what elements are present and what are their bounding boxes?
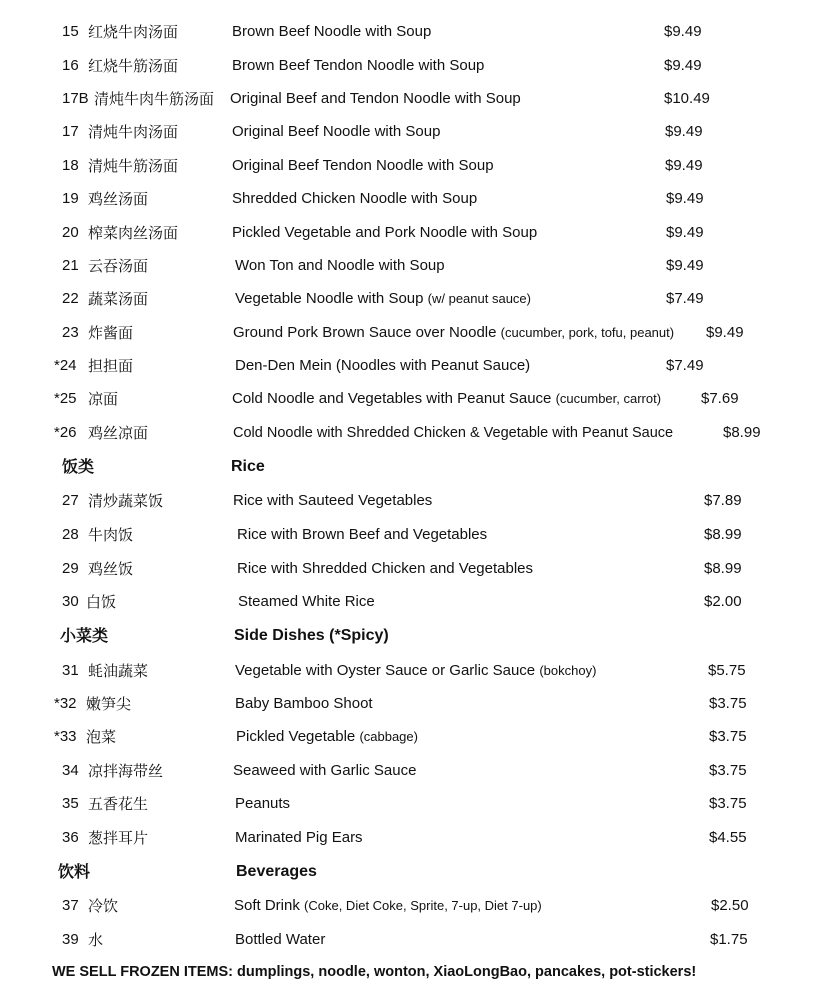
item-number: 29 [62,560,79,577]
item-name-chinese: 白饭 [86,593,117,611]
menu-row [0,590,830,614]
item-name-english: Marinated Pig Ears [235,829,363,846]
menu-row [0,692,830,716]
item-price: $8.99 [704,526,742,543]
menu-row [0,54,830,78]
item-name-chinese: 泡菜 [86,728,117,746]
item-name-english: Cold Noodle with Shredded Chicken & Vegetable with Peanut Sauce [233,425,674,441]
item-name-english: Brown Beef Tendon Noodle with Soup [232,57,485,74]
item-name-chinese: 清炖牛肉汤面 [88,123,179,141]
item-name-english: Original Beef Tendon Noodle with Soup [232,157,494,174]
item-name-chinese: 鸡丝汤面 [88,190,149,208]
item-note: (w/ peanut sauce) [427,291,531,306]
item-name-chinese: 担担面 [88,357,134,375]
section-header-side-dishes [0,624,830,648]
menu-row [0,826,830,850]
item-number: 19 [62,190,79,207]
menu-row [0,894,830,918]
item-name-chinese: 鸡丝饭 [88,560,134,578]
item-number: 34 [62,762,79,779]
section-title-chinese: 饮料 [58,862,91,881]
item-name-chinese: 云吞汤面 [88,257,149,275]
item-name-english [234,894,542,918]
menu-row [0,759,830,783]
item-name-chinese: 蔬菜汤面 [88,290,149,308]
item-name-chinese: 红烧牛筋汤面 [88,57,179,75]
item-price: $3.75 [709,728,747,745]
section-title-english: Side Dishes (*Spicy) [234,627,389,644]
item-name-english: Baby Bamboo Shoot [235,695,373,712]
item-price: $2.00 [704,593,742,610]
item-name-chinese: 清炖牛肉牛筋汤面 [94,90,215,108]
item-number: 17B [62,90,89,107]
item-number: 20 [62,224,79,241]
item-price: $7.49 [666,357,704,374]
item-name-english: Pickled Vegetable and Pork Noodle with Soup [232,224,538,241]
menu-row [0,120,830,144]
item-name-english: Rice with Sauteed Vegetables [233,492,433,509]
item-number: 18 [62,157,79,174]
item-name-text: Vegetable Noodle with Soup [235,290,424,307]
item-name-chinese: 嫩笋尖 [86,695,132,713]
item-number: 17 [62,123,79,140]
menu-row [0,20,830,44]
item-price: $8.99 [704,560,742,577]
item-price: $9.49 [706,324,744,341]
item-name-english [236,725,418,749]
item-price: $9.49 [666,190,704,207]
menu-row [0,557,830,581]
item-price: $7.49 [666,290,704,307]
item-price: $1.75 [710,931,748,948]
item-name-text: Vegetable with Oyster Sauce or Garlic Sauce [235,662,536,679]
item-name-english [232,387,661,411]
item-number: 35 [62,795,79,812]
menu-row [0,321,830,345]
item-name-english [235,659,596,683]
item-name-english: Original Beef and Tendon Noodle with Soup [230,90,521,107]
item-name-chinese: 炸酱面 [88,324,134,342]
item-price: $3.75 [709,762,747,779]
item-price: $10.49 [664,90,710,107]
item-price: $9.49 [665,123,703,140]
item-name-english: Peanuts [235,795,291,812]
item-number: *26 [54,424,77,441]
item-name-chinese: 五香花生 [88,795,149,813]
section-title-chinese: 小菜类 [60,626,109,645]
item-price: $7.89 [704,492,742,509]
item-name-english: Brown Beef Noodle with Soup [232,23,432,40]
item-number: 30 [62,593,79,610]
item-name-english [233,321,674,345]
item-name-chinese: 牛肉饭 [88,526,134,544]
item-note: (cucumber, carrot) [555,391,662,406]
item-name-english: Bottled Water [235,931,326,948]
menu-row [0,254,830,278]
item-name-chinese: 清炒蔬菜饭 [88,492,164,510]
item-name-english: Shredded Chicken Noodle with Soup [232,190,478,207]
item-price: $9.49 [666,257,704,274]
item-name-chinese: 凉拌海带丝 [88,762,164,780]
menu-row [0,387,830,411]
menu-row [0,87,830,111]
item-price: $4.55 [709,829,747,846]
section-title-chinese: 饭类 [62,457,95,476]
item-number: 15 [62,23,79,40]
section-header-rice [0,455,830,479]
menu-row [0,928,830,952]
item-name-english: Original Beef Noodle with Soup [232,123,441,140]
frozen-items-notice: WE SELL FROZEN ITEMS: dumplings, noodle, wonton, XiaoLongBao, pancakes, pot-stickers! [52,964,697,980]
item-price: $9.49 [664,23,702,40]
item-note: (cabbage) [359,729,418,744]
menu-row [0,725,830,749]
menu-row [0,523,830,547]
item-price: $9.49 [665,157,703,174]
item-name-text: Ground Pork Brown Sauce over Noodle [233,324,497,341]
item-name-text: Pickled Vegetable [236,728,356,745]
menu-row [0,354,830,378]
menu-row [0,489,830,513]
item-note: (cucumber, pork, tofu, peanut) [500,325,675,340]
item-price: $9.49 [664,57,702,74]
section-title-english: Beverages [236,863,317,880]
item-name-chinese: 蚝油蔬菜 [88,662,149,680]
item-number: 39 [62,931,79,948]
menu-row [0,792,830,816]
item-price: $7.69 [701,390,739,407]
item-price: $3.75 [709,795,747,812]
item-number: 21 [62,257,79,274]
item-number: 36 [62,829,79,846]
item-name-english: Seaweed with Garlic Sauce [233,762,417,779]
item-name-english: Den-Den Mein (Noodles with Peanut Sauce) [235,357,531,374]
item-name-text: Cold Noodle and Vegetables with Peanut Sauce [232,390,552,407]
item-note: (bokchoy) [539,663,597,678]
menu-row [0,421,830,445]
item-name-chinese: 清炖牛筋汤面 [88,157,179,175]
menu-row [0,659,830,683]
item-name-english: Steamed White Rice [238,593,375,610]
item-name-chinese: 榨菜肉丝汤面 [88,224,179,242]
item-number: 22 [62,290,79,307]
menu-row [0,154,830,178]
item-number: *24 [54,357,77,374]
item-number: *25 [54,390,77,407]
item-number: 37 [62,897,79,914]
menu-row [0,187,830,211]
item-number: *32 [54,695,77,712]
item-name-english [235,287,531,311]
item-name-english: Rice with Shredded Chicken and Vegetables [237,560,534,577]
item-price: $9.49 [666,224,704,241]
section-header-beverages [0,860,830,884]
item-name-text: Soft Drink [234,897,300,914]
item-name-chinese: 葱拌耳片 [88,829,149,847]
item-number: 31 [62,662,79,679]
item-price: $3.75 [709,695,747,712]
item-name-chinese: 冷饮 [88,897,119,915]
item-name-english: Rice with Brown Beef and Vegetables [237,526,488,543]
item-number: 23 [62,324,79,341]
item-name-chinese: 红烧牛肉汤面 [88,23,179,41]
item-number: 27 [62,492,79,509]
item-number: *33 [54,728,77,745]
item-name-chinese: 凉面 [88,390,119,408]
item-price: $2.50 [711,897,749,914]
item-note: (Coke, Diet Coke, Sprite, 7-up, Diet 7-up) [304,898,542,913]
menu-row [0,221,830,245]
item-name-chinese: 鸡丝凉面 [88,424,149,442]
item-price: $8.99 [723,424,761,441]
item-price: $5.75 [708,662,746,679]
section-title-english: Rice [231,458,265,475]
item-name-chinese: 水 [88,931,104,949]
item-number: 28 [62,526,79,543]
item-name-english: Won Ton and Noodle with Soup [235,257,445,274]
item-number: 16 [62,57,79,74]
menu-row [0,287,830,311]
